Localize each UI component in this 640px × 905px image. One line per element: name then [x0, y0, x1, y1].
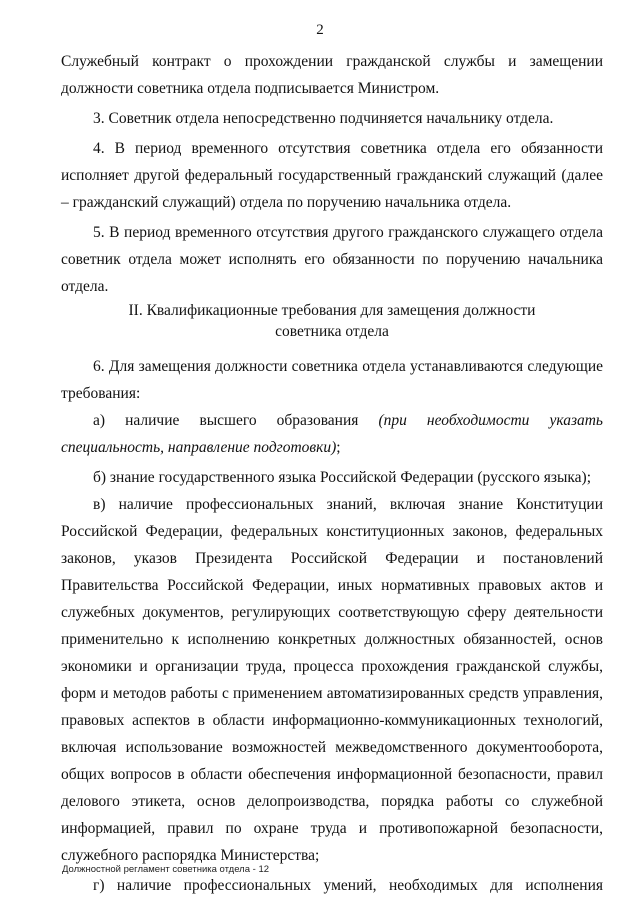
section-heading-line2: советника отдела: [275, 323, 389, 340]
paragraph-5: 5. В период временного отсутствия другого гражданского служащего отдела советник отдела может исполнять его обязанности по поручению начальника отдела.: [61, 224, 603, 295]
paragraph-6a-text: а) наличие высшего образования: [93, 412, 379, 429]
paragraph-6a-end: ;: [336, 439, 341, 456]
paragraph-6g: г) наличие профессиональных умений, необходимых для исполнения: [93, 877, 603, 894]
document-body: [61, 48, 603, 899]
section-heading: [61, 300, 603, 342]
paragraph-6b: б) знание государственного языка Российской Федерации (русского языка);: [93, 469, 592, 486]
paragraph-6a-italic: (при необходимости указать специальность, направление подготовки): [61, 412, 603, 456]
paragraph-6a: [61, 407, 603, 461]
paragraph-6: 6. Для замещения должности советника отдела устанавливаются следующие требования:: [61, 358, 603, 402]
page-number: 2: [316, 22, 324, 38]
paragraph-6v: в) наличие профессиональных знаний, включая знание Конституции Российской Федерации, федеральных конституционных законов, федеральных законов, указов Президента Российской Федерации и постановлений Правительства Российской Федерации, иных нормативных правовых актов и служебных документов, регулирующих соответствующую сферу деятельности применительно к исполнению конкретных должностных обязанностей, основ экономики и организации труда, процесса прохождения гражданской службы, форм и методов работы с применением автоматизированных средств управления, правовых аспектов в области информационно-коммуникационных технологий, включая использование возможностей межведомственного документооборота, общих вопросов в области обеспечения информационной безопасности, правил делового этикета, основ делопроизводства, порядка работы со служебной информацией, правил по охране труда и противопожарной безопасности, служебного распорядка Министерства;: [61, 496, 603, 864]
paragraph-3: 3. Советник отдела непосредственно подчиняется начальнику отдела.: [93, 110, 554, 127]
paragraph-4: 4. В период временного отсутствия советника отдела его обязанности исполняет другой федеральный государственный гражданский служащий (далее – гражданский служащий) отдела по поручению начальника отдела.: [61, 140, 603, 211]
paragraph-contract: Служебный контракт о прохождении гражданской службы и замещении должности советника отдела подписывается Министром.: [61, 53, 603, 97]
footer-label: Должностной регламент советника отдела - 12: [62, 864, 270, 875]
section-heading-line1: II. Квалификационные требования для замещения должности: [128, 302, 536, 319]
